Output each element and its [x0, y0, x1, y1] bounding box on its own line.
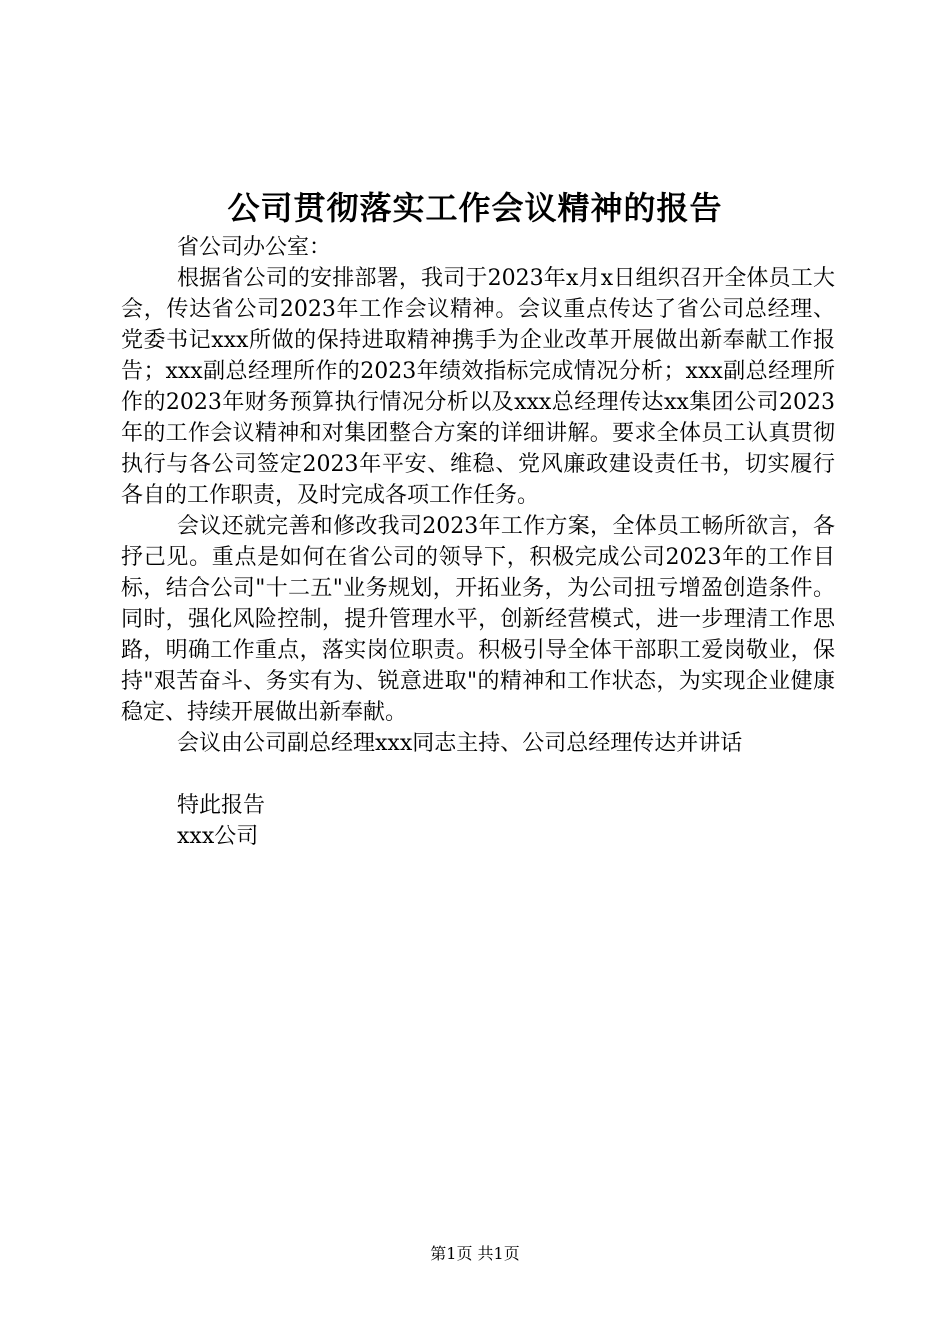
- closing-line: 特此报告: [177, 793, 266, 818]
- blank-line: [121, 759, 835, 790]
- paragraph-1: 根据省公司的安排部署，我司于2023年x月x日组织召开全体员工大会，传达省公司2023年工作会议精神。会议重点传达了省公司总经理、党委书记xxx所做的保持进取精神携手为企业改革开展做出新奉献工作报告；xxx副总经理所作的2023年绩效指标完成情况分析；xxx副总经理所作的2023年财务预算执行情况分析以及xxx总经理传达xx集团公司2023年的工作会议精神和对集团整合方案的详细讲解。要求全体员工认真贯彻执行与各公司签定2023年平安、维稳、党风廉政建设责任书，切实履行各自的工作职责，及时完成各项工作任务。: [121, 266, 835, 508]
- page-footer: 第1页 共1页: [430, 1244, 520, 1263]
- paragraph-3: 会议由公司副总经理xxx同志主持、公司总经理传达并讲话: [177, 731, 743, 756]
- document-title: 公司贯彻落实工作会议精神的报告: [227, 189, 723, 227]
- salutation: 省公司办公室：: [177, 235, 332, 260]
- paragraph-2: 会议还就完善和修改我司2023年工作方案，全体员工畅所欲言，各抒己见。重点是如何在省公司的领导下，积极完成公司2023年的工作目标，结合公司"十二五"业务规划，开拓业务，为公司扭亏增盈创造条件。同时，强化风险控制，提升管理水平，创新经营模式，进一步理清工作思路，明确工作重点，落实岗位职责。积极引导全体干部职工爱岗敬业，保持"艰苦奋斗、务实有为、锐意进取"的精神和工作状态，为实现企业健康稳定、持续开展做出新奉献。: [121, 514, 835, 725]
- document-body: [121, 232, 835, 852]
- signature: xxx公司: [177, 824, 259, 849]
